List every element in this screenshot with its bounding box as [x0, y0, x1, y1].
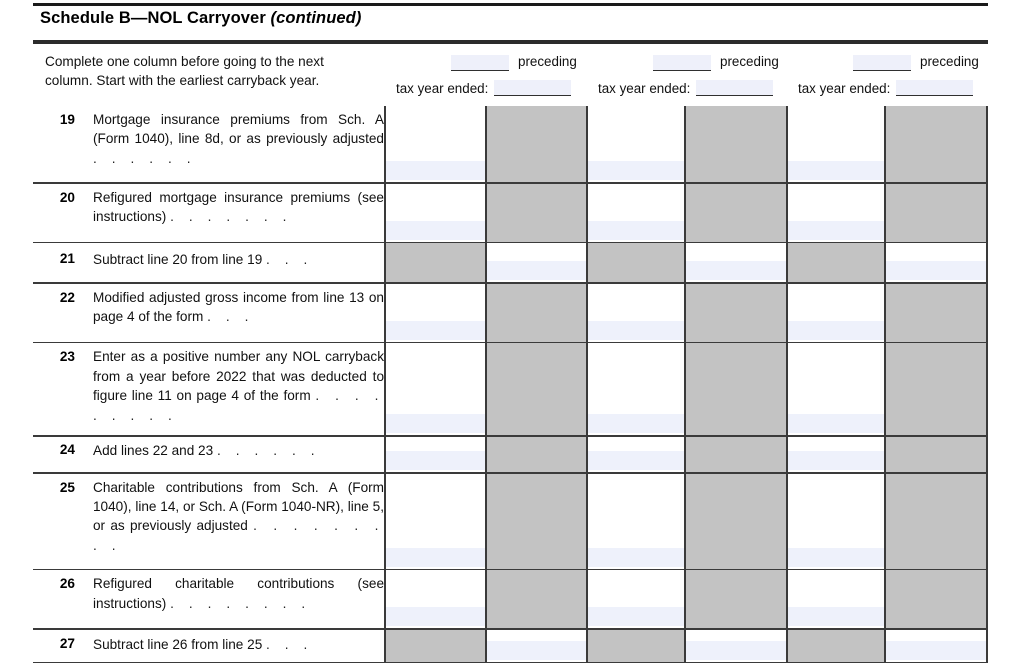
title-main: Schedule B—NOL Carryover	[40, 9, 266, 27]
preceding-label-2: preceding	[720, 54, 779, 69]
column-divider	[384, 184, 386, 242]
amount-cell	[684, 284, 786, 342]
table-row	[33, 184, 988, 242]
table-row	[33, 474, 988, 569]
column-divider	[384, 570, 386, 628]
amount-cell[interactable]	[485, 243, 586, 282]
amount-cell	[684, 343, 786, 435]
year-column-header-3	[786, 40, 988, 104]
cents-divider	[684, 630, 686, 662]
table-row	[33, 106, 988, 182]
table-row	[33, 570, 988, 628]
column-divider	[384, 437, 386, 472]
tax-year-label-3: tax year ended:	[798, 81, 891, 96]
cents-divider	[884, 343, 886, 435]
dot-leader: . . .	[266, 252, 313, 268]
page-title	[40, 9, 740, 28]
cents-divider	[485, 437, 487, 472]
amount-cell	[384, 243, 485, 282]
column-divider	[986, 184, 988, 242]
amount-cell	[684, 437, 786, 472]
column-divider	[384, 106, 386, 182]
column-divider	[786, 243, 788, 282]
cents-divider	[884, 106, 886, 182]
amount-cell	[485, 106, 586, 182]
header-instruction: Complete one column before going to the next column. Start with the earliest carryback year.	[45, 54, 324, 88]
line-description: Charitable contributions from Sch. A (Form 1040), line 14, or Sch. A (Form 1040-NR), line 5, or as previously adjusted . . . . . . . . .	[93, 479, 384, 553]
column-divider	[986, 343, 988, 435]
column-divider	[986, 243, 988, 282]
line-description: Mortgage insurance premiums from Sch. A (Form 1040), line 8d, or as previously adjusted . . . . . .	[93, 112, 384, 166]
tax-year-label-1: tax year ended:	[396, 81, 489, 96]
cents-divider	[884, 570, 886, 628]
entry-band	[786, 548, 884, 567]
entry-band	[384, 414, 485, 433]
amount-cell[interactable]	[786, 437, 884, 472]
amount-cell[interactable]	[384, 343, 485, 435]
entry-band	[586, 161, 684, 180]
cents-divider	[485, 630, 487, 662]
cents-divider	[485, 343, 487, 435]
preceding-label-1: preceding	[518, 54, 577, 69]
column-divider	[384, 284, 386, 342]
cents-divider	[884, 630, 886, 662]
tax-year-ended-input-3[interactable]	[896, 80, 973, 96]
line-number: 24	[59, 442, 75, 457]
cents-divider	[684, 570, 686, 628]
line-number: 27	[59, 635, 75, 651]
amount-cell[interactable]	[384, 184, 485, 242]
amount-cell[interactable]	[884, 630, 988, 662]
column-divider	[384, 243, 386, 282]
amount-cell	[485, 184, 586, 242]
amount-cell	[684, 570, 786, 628]
preceding-year-input-3[interactable]	[853, 55, 911, 71]
entry-band	[485, 641, 586, 660]
amount-cell	[884, 184, 988, 242]
column-divider	[986, 570, 988, 628]
table-row	[33, 437, 988, 472]
amount-cell	[786, 243, 884, 282]
table-row	[33, 243, 988, 282]
column-divider	[384, 343, 386, 435]
amount-cell[interactable]	[786, 474, 884, 569]
column-divider	[986, 474, 988, 569]
line-description: Enter as a positive number any NOL carryback from a year before 2022 that was deducted to figure line 11 on page 4 of the form . . . . . . . . .	[93, 349, 384, 423]
cents-divider	[485, 184, 487, 242]
amount-cell[interactable]	[384, 437, 485, 472]
header-divider-1	[33, 40, 35, 104]
cents-divider	[684, 184, 686, 242]
amount-cell	[485, 570, 586, 628]
year-column-header-1	[384, 40, 586, 104]
amount-cell	[884, 474, 988, 569]
column-divider	[586, 106, 588, 182]
line-number: 20	[59, 189, 75, 205]
line-description: Add lines 22 and 23 . . . . . .	[93, 443, 321, 458]
amount-cell	[684, 106, 786, 182]
line-number: 23	[59, 349, 75, 365]
tax-year-ended-input-2[interactable]	[696, 80, 773, 96]
line-number: 22	[59, 289, 75, 305]
amount-cell[interactable]	[384, 570, 485, 628]
amount-cell[interactable]	[586, 284, 684, 342]
table-row	[33, 630, 988, 662]
column-divider	[786, 630, 788, 662]
table-header	[33, 40, 988, 104]
amount-cell[interactable]	[384, 284, 485, 342]
cents-divider	[684, 343, 686, 435]
amount-cell	[586, 243, 684, 282]
cents-divider	[884, 437, 886, 472]
column-divider	[586, 630, 588, 662]
entry-band	[884, 641, 988, 660]
amount-cell	[884, 437, 988, 472]
amount-cell[interactable]	[586, 474, 684, 569]
column-divider	[586, 474, 588, 569]
column-divider	[384, 630, 386, 662]
line-number: 26	[59, 576, 75, 592]
amount-cell[interactable]	[684, 630, 786, 662]
dot-leader: . . . . . .	[216, 443, 321, 458]
cents-divider	[884, 184, 886, 242]
amount-cell[interactable]	[586, 106, 684, 182]
column-divider	[586, 243, 588, 282]
table-row	[33, 343, 988, 435]
entry-band	[684, 641, 786, 660]
column-divider	[586, 343, 588, 435]
cents-divider	[485, 284, 487, 342]
title-continued: (continued)	[270, 9, 362, 27]
line-description: Modified adjusted gross income from line 13 on page 4 of the form . . .	[93, 289, 384, 325]
column-divider	[586, 437, 588, 472]
tax-year-ended-input-1[interactable]	[494, 80, 571, 96]
entry-band	[384, 221, 485, 240]
entry-band	[586, 414, 684, 433]
line-number: 19	[59, 112, 75, 127]
entry-band	[384, 548, 485, 567]
cents-divider	[884, 284, 886, 342]
cents-divider	[485, 106, 487, 182]
line-number: 25	[59, 479, 75, 495]
cents-divider	[684, 243, 686, 282]
column-divider	[986, 106, 988, 182]
entry-band	[586, 548, 684, 567]
entry-band	[586, 321, 684, 340]
amount-cell[interactable]	[684, 243, 786, 282]
column-divider	[786, 474, 788, 569]
amount-cell[interactable]	[586, 184, 684, 242]
column-divider	[986, 284, 988, 342]
amount-cell	[884, 106, 988, 182]
amount-cell[interactable]	[586, 570, 684, 628]
amount-cell[interactable]	[786, 570, 884, 628]
amount-cell	[884, 343, 988, 435]
dot-leader: . . .	[207, 309, 254, 325]
amount-cell[interactable]	[884, 243, 988, 282]
dot-leader: . . . . . . .	[170, 209, 292, 224]
column-divider	[384, 474, 386, 569]
column-divider	[786, 437, 788, 472]
entry-band	[786, 607, 884, 626]
preceding-year-input-2[interactable]	[653, 55, 711, 71]
cents-divider	[884, 243, 886, 282]
amount-cell	[485, 343, 586, 435]
cents-divider	[485, 474, 487, 569]
entry-band	[586, 221, 684, 240]
entry-band	[786, 161, 884, 180]
preceding-year-input-1[interactable]	[451, 55, 509, 71]
entry-band	[884, 261, 988, 280]
amount-cell	[684, 474, 786, 569]
column-divider	[586, 570, 588, 628]
column-divider	[786, 343, 788, 435]
amount-cell[interactable]	[786, 284, 884, 342]
entry-band	[384, 607, 485, 626]
cents-divider	[684, 106, 686, 182]
entry-band	[786, 451, 884, 470]
amount-cell[interactable]	[586, 343, 684, 435]
entry-band	[485, 261, 586, 280]
dot-leader: . . . . . . . . .	[93, 388, 384, 423]
amount-cell	[684, 184, 786, 242]
nol-carryover-table	[33, 40, 988, 652]
amount-cell	[485, 437, 586, 472]
top-border-rule	[33, 3, 988, 6]
tax-year-label-2: tax year ended:	[598, 81, 691, 96]
column-divider	[786, 284, 788, 342]
column-divider	[786, 570, 788, 628]
column-divider	[586, 284, 588, 342]
amount-cell	[786, 630, 884, 662]
amount-cell[interactable]	[786, 106, 884, 182]
cents-divider	[485, 243, 487, 282]
entry-band	[684, 261, 786, 280]
cents-divider	[684, 437, 686, 472]
column-divider	[986, 630, 988, 662]
cents-divider	[684, 284, 686, 342]
cents-divider	[485, 570, 487, 628]
amount-cell	[485, 474, 586, 569]
column-divider	[986, 437, 988, 472]
dot-leader: . . . . . .	[93, 150, 197, 166]
amount-cell[interactable]	[485, 630, 586, 662]
column-divider	[786, 184, 788, 242]
entry-band	[786, 321, 884, 340]
amount-cell[interactable]	[786, 343, 884, 435]
amount-cell[interactable]	[786, 184, 884, 242]
amount-cell	[884, 570, 988, 628]
amount-cell	[384, 630, 485, 662]
entry-band	[786, 221, 884, 240]
dot-leader: . . .	[266, 636, 313, 652]
year-column-header-2	[586, 40, 786, 104]
line-description: Subtract line 26 from line 25 . . .	[93, 636, 313, 652]
table-row	[33, 284, 988, 342]
preceding-label-3: preceding	[920, 54, 979, 69]
entry-band	[586, 451, 684, 470]
cents-divider	[884, 474, 886, 569]
line-description: Refigured charitable contributions (see instructions) . . . . . . . .	[93, 576, 384, 611]
entry-band	[586, 607, 684, 626]
amount-cell[interactable]	[384, 474, 485, 569]
line-description: Refigured mortgage insurance premiums (see instructions) . . . . . . .	[93, 189, 384, 224]
amount-cell	[485, 284, 586, 342]
amount-cell[interactable]	[384, 106, 485, 182]
entry-band	[384, 161, 485, 180]
entry-band	[384, 451, 485, 470]
line-number: 21	[59, 251, 75, 267]
entry-band	[786, 414, 884, 433]
cents-divider	[684, 474, 686, 569]
dot-leader: . . . . . . . .	[170, 595, 311, 611]
line-description: Subtract line 20 from line 19 . . .	[93, 252, 313, 268]
amount-cell[interactable]	[586, 437, 684, 472]
column-divider	[786, 106, 788, 182]
dot-leader: . . . . . . . . .	[93, 518, 384, 553]
amount-cell	[884, 284, 988, 342]
column-divider	[586, 184, 588, 242]
entry-band	[384, 321, 485, 340]
amount-cell	[586, 630, 684, 662]
